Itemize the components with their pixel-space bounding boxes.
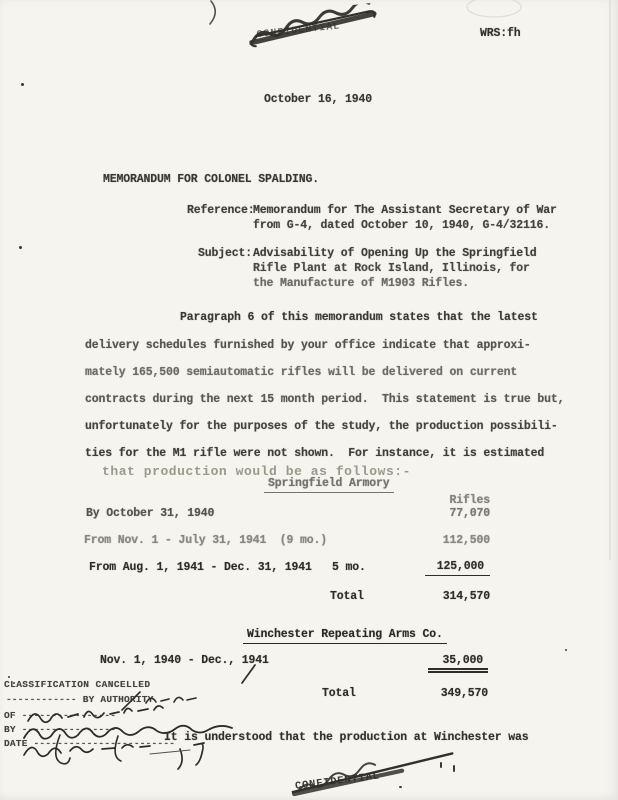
paragraph-line: delivery schedules furnished by your office indicate that approxi- [85,339,531,352]
total-value: 349,570 [440,687,488,700]
table-row-label: From Aug. 1, 1941 - Dec. 31, 1941 5 mo. [89,561,366,574]
paper-speck [8,676,10,678]
memo-addressee: MEMORANDUM FOR COLONEL SPALDING. [103,173,320,186]
stamp-line [4,710,116,721]
typist-initials: WRS:fh [480,27,521,40]
total-label: Total [322,687,356,700]
document-date: October 16, 1940 [264,93,373,106]
confidential-stamp-bottom [288,741,462,800]
subject-line: Rifle Plant at Rock Island, Illinois, for [253,262,530,275]
stamp-dashes: ---------------- [21,710,117,721]
continuation-line: It is understood that the production at Winchester was [164,731,529,744]
table-row-label: Nov. 1, 1940 - Dec., 1941 [100,654,269,667]
paragraph-line: mately 165,500 semiautomatic rifles will be delivered on current [85,366,518,379]
stamp-date-label: DATE [4,738,28,749]
double-underlined-value: 35,000 [428,654,488,673]
paragraph-line: ties for the M1 rifle were not shown. For instance, it is estimated [85,447,545,460]
stamp-authority-label: BY AUTHORITY [82,694,154,705]
paper-speck [440,762,442,768]
scan-edge-line [609,0,611,560]
springfield-heading: Springfield Armory [264,477,394,493]
paragraph-line: that production would be as follows:- [102,464,411,479]
table-row-label: From Nov. 1 - July 31, 1941 (9 mo.) [84,534,328,547]
paragraph-line: contracts during the next 15 month period. This statement is true but, [85,393,565,406]
paragraph-line: unfortunately for the purposes of the study, the production possibili- [85,420,558,433]
subject-label: Subject: [198,247,253,260]
total-value: 314,570 [442,590,490,603]
paragraph-line: Paragraph 6 of this memorandum states that the latest [180,311,538,324]
subject-line: Advisability of Opening Up the Springfield [253,247,537,260]
paper-speck [453,765,455,772]
underlined-value: 125,000 [425,560,490,576]
paper-speck [399,786,402,788]
paper-speck [19,246,22,249]
confidential-stamp-bottom-text: CONFIDENTIAL [294,770,381,793]
scribble-strikeout-icon [289,753,454,794]
stamp-line [4,738,175,749]
total-label: Total [330,590,364,603]
stamp-of-label: OF [4,710,16,721]
stamp-dashes: ------------------------ [33,738,176,749]
confidential-stamp-top [247,2,384,50]
rifles-column-header: Rifles [449,494,490,507]
paper-smudge-icon [462,0,526,24]
table-row-value: 77,070 [449,507,490,520]
stamp-by-label: BY [4,724,16,735]
paper-speck [21,83,24,86]
confidential-stamp-top-text: CONFIDENTIAL [256,21,341,42]
reference-line: from G-4, dated October 10, 1940, G-4/32116. [253,219,551,232]
table-row-value [390,560,490,573]
stamp-dashes: ---------------- [21,724,117,735]
reference-line: Memorandum for The Assistant Secretary of War [253,204,557,217]
stamp-dashes: ------------ [6,694,77,705]
paper-speck [565,649,567,651]
stamp-line [6,694,154,705]
winchester-heading: Winchester Repeating Arms Co. [243,628,447,644]
subject-line: the Manufacture of M1903 Rifles. [253,277,470,290]
table-row-label: By October 31, 1940 [86,507,215,520]
stray-pen-mark-icon [202,0,226,28]
table-row-value: 112,500 [442,534,490,547]
reference-label: Reference: [187,204,255,217]
stamp-line: CLASSIFICATION CANCELLED [4,679,151,690]
scribble-strikeout-icon [248,2,376,47]
stamp-line [4,724,116,735]
table-row-value [388,654,488,667]
